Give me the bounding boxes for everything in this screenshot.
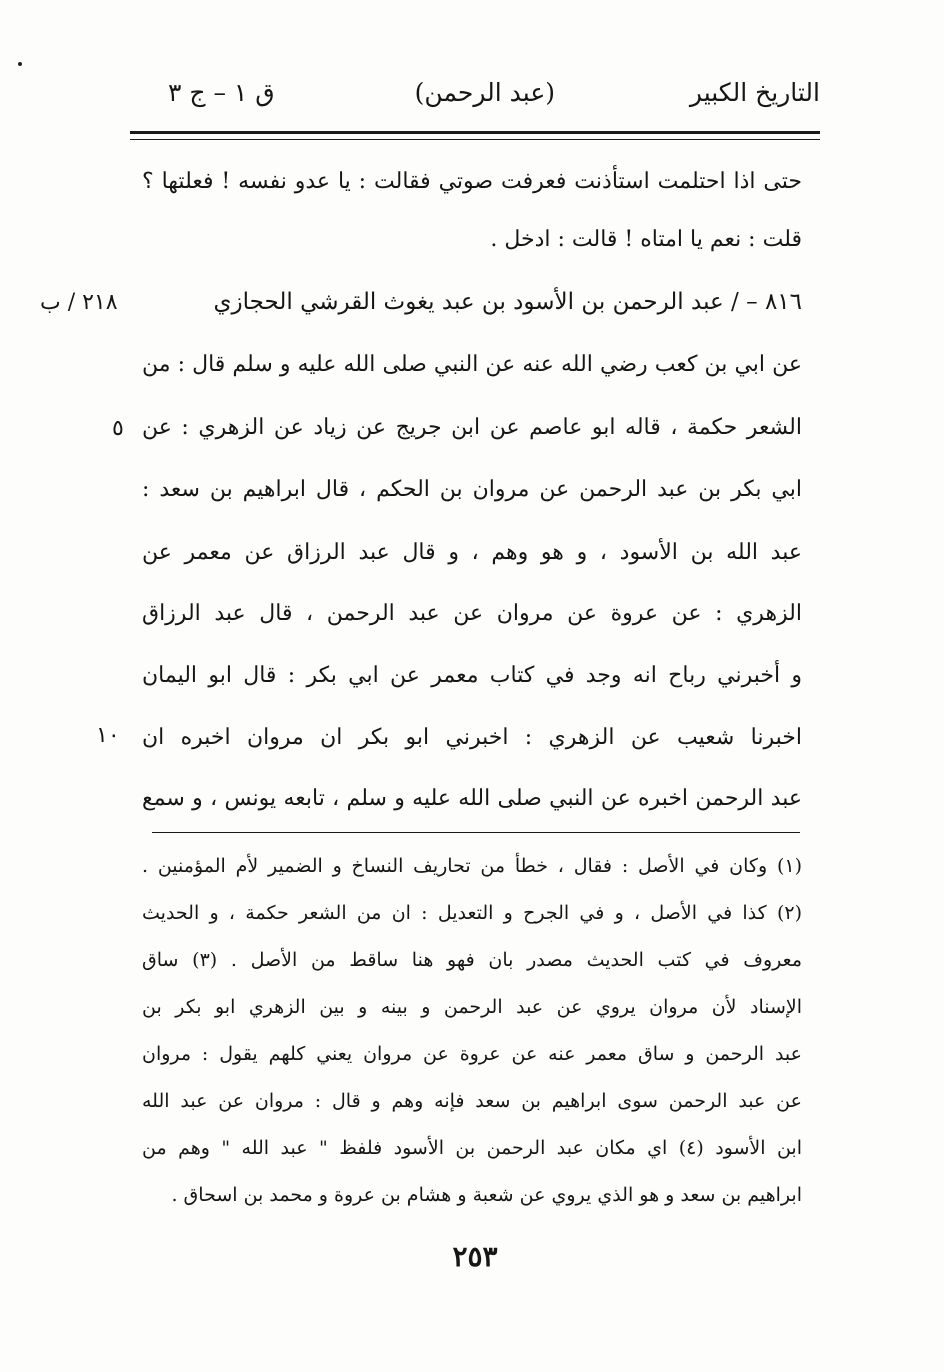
footnote-line-6: عن عبد الرحمن سوى ابراهيم بن سعد فإنه وهم و قال : مروان عن عبد الله	[142, 1090, 802, 1112]
body-line-5: الشعر حكمة ، قاله ابو عاصم عن ابن جريج عن زياد عن الزهري : عن	[142, 415, 802, 440]
margin-line-number-10: ١٠	[96, 723, 120, 748]
header-rule-thick	[130, 131, 820, 134]
margin-folio: ٢١٨ / ب	[40, 290, 118, 315]
footnote-line-4: الإسناد لأن مروان يروي عن عبد الرحمن و بينه و بين الزهري ابو بكر بن	[142, 996, 802, 1018]
header-book-title: التاريخ الكبير	[689, 78, 820, 107]
header-volume-ref: ق ١ – ج ٣	[168, 78, 275, 107]
body-line-9: و أخبرني رباح انه وجد في كتاب معمر عن ابي بكر : قال ابو اليمان	[142, 663, 802, 688]
body-line-8: الزهري : عن عروة عن مروان عن عبد الرحمن ، قال عبد الرزاق	[142, 601, 802, 626]
footnote-line-8: ابراهيم بن سعد و هو الذي يروي عن شعبة و هشام بن عروة و محمد بن اسحاق .	[171, 1184, 802, 1206]
ink-speck	[18, 62, 22, 66]
margin-line-number-5: ٥	[112, 416, 124, 441]
footnote-rule	[152, 832, 800, 833]
page-number: ٢٥٣	[452, 1240, 498, 1273]
footnote-line-7: ابن الأسود (٤) اي مكان عبد الرحمن بن الأسود فلفظ " عبد الله " وهم من	[142, 1137, 802, 1159]
header-section-name: (عبد الرحمن)	[414, 78, 555, 107]
body-line-6: ابي بكر بن عبد الرحمن عن مروان بن الحكم ، قال ابراهيم بن سعد :	[142, 477, 802, 502]
footnote-line-3: معروف في كتب الحديث مصدر بان فهو هنا ساقط من الأصل . (٣) ساق	[142, 949, 802, 971]
entry-heading: ٨١٦ – / عبد الرحمن بن الأسود بن عبد يغوث القرشي الحجازي	[213, 289, 802, 315]
body-line-1: حتى اذا احتلمت استأذنت فعرفت صوتي فقالت : يا عدو نفسه ! فعلتها ؟	[142, 169, 802, 194]
footnote-line-2: (٢) كذا في الأصل ، و في الجرح و التعديل : ان من الشعر حكمة ، و الحديث	[142, 902, 802, 924]
footnote-line-5: عبد الرحمن و ساق معمر عنه عن عروة عن مروان يعني كلهم يقول : مروان	[142, 1043, 802, 1065]
footnote-line-1: (١) وكان في الأصل : فقال ، خطأ من تحاريف النساخ و الضمير لأم المؤمنين .	[142, 855, 802, 877]
body-line-11: عبد الرحمن اخبره عن النبي صلى الله عليه و سلم ، تابعه يونس ، و سمع	[142, 786, 802, 811]
body-line-7: عبد الله بن الأسود ، و هو وهم ، و قال عبد الرزاق عن معمر عن	[142, 540, 802, 565]
header-rule-thin	[130, 139, 820, 140]
running-header	[130, 78, 820, 128]
body-line-2: قلت : نعم يا امتاه ! قالت : ادخل .	[490, 227, 802, 252]
body-line-10: اخبرنا شعيب عن الزهري : اخبرني ابو بكر ان مروان اخبره ان	[142, 725, 802, 750]
body-line-4: عن ابي بن كعب رضي الله عنه عن النبي صلى الله عليه و سلم قال : من	[142, 352, 802, 377]
